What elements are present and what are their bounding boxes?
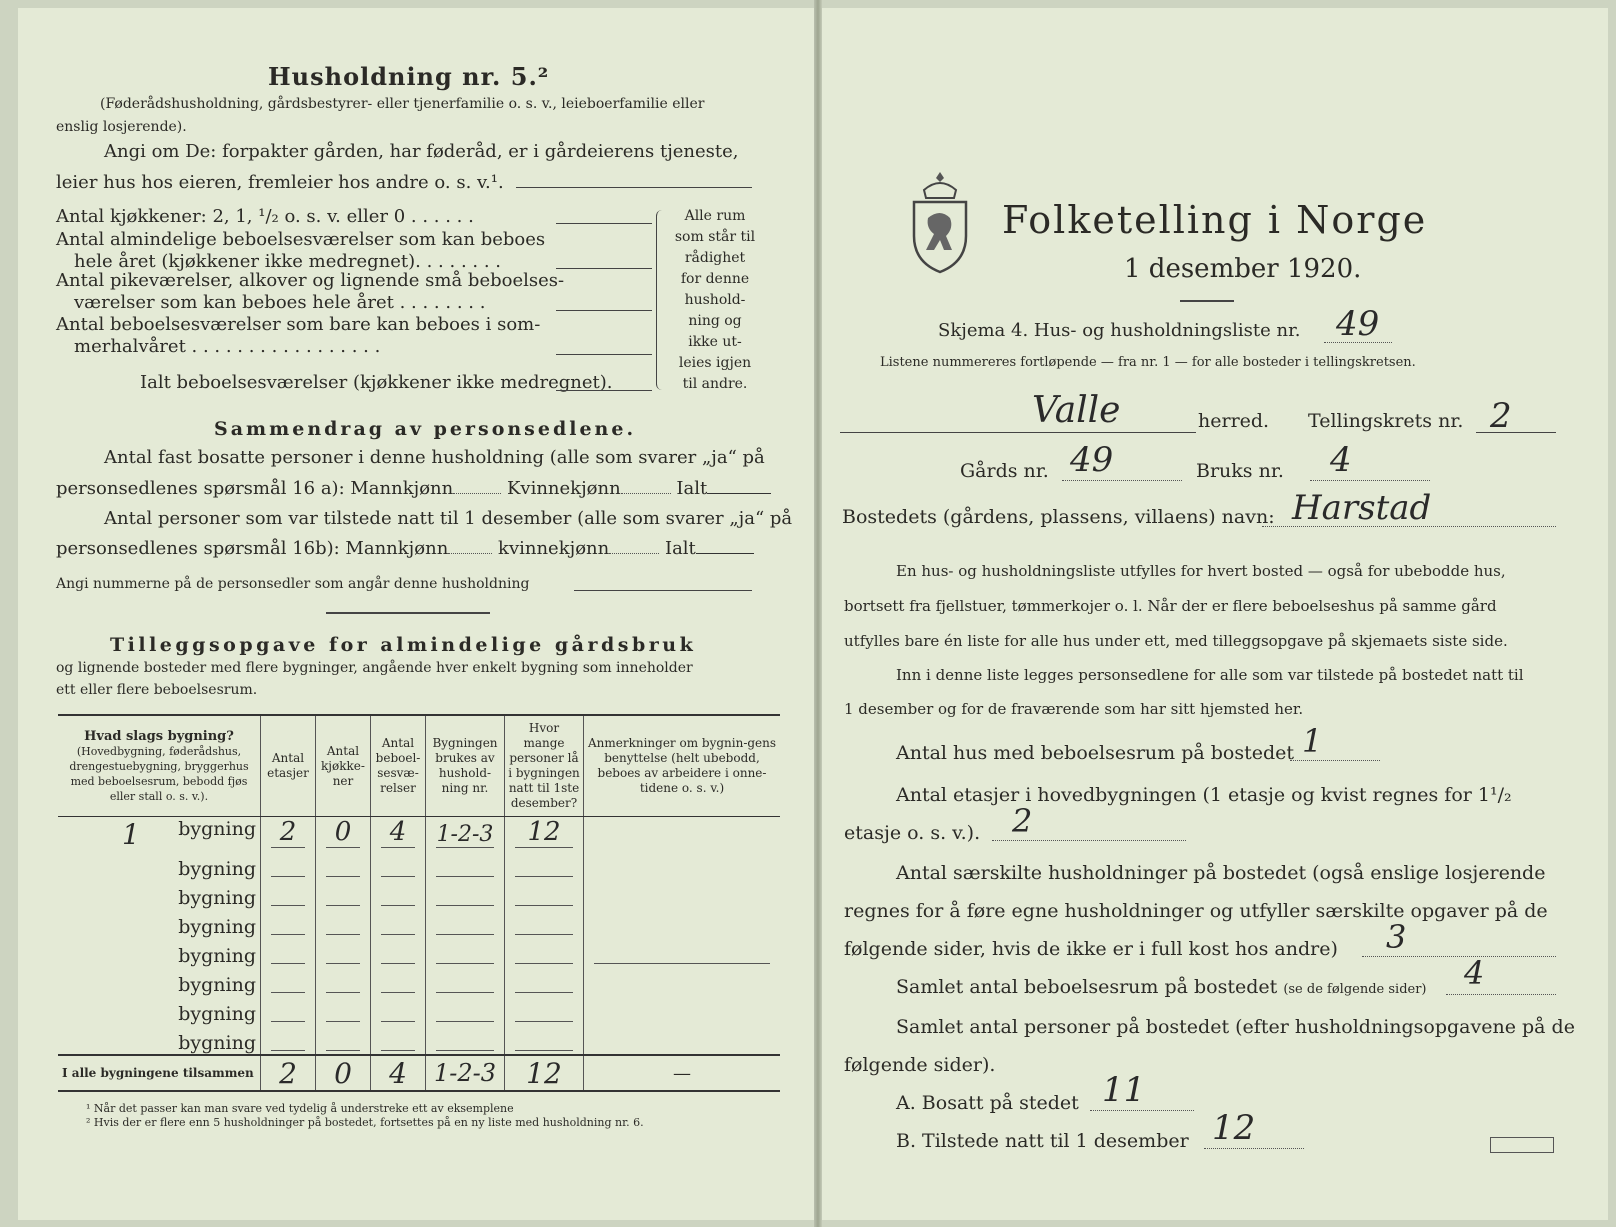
tellingskrets-label: Tellingskrets nr. [1308, 410, 1464, 432]
rooms-alm-line1: Antal almindelige beboelsesværelser som kan beboes [56, 229, 546, 250]
cell-anm [584, 851, 781, 880]
cell-underline [326, 963, 360, 964]
total-personer: 12 [505, 1055, 584, 1091]
rooms-alm-line2: hele året (kjøkkener ikke medregnet). . . . . . . . [74, 251, 501, 272]
bosatt-line [1090, 1110, 1194, 1111]
kvinnekjonn-label: kvinnekjønn [498, 538, 610, 559]
cell-underline [271, 847, 305, 848]
listene-note: Listene nummereres fortløpende — fra nr. 1 — for alle bosteder i tellingskretsen. [880, 355, 1416, 370]
cell-underline [381, 876, 415, 877]
tellingskrets-value: 2 [1490, 396, 1512, 436]
cell-underline [381, 905, 415, 906]
cell-etasjer [261, 909, 316, 938]
etasjer-line [992, 840, 1186, 841]
mannkjonn-label: personsedlenes spørsmål 16b): Mannkjønn [56, 538, 449, 559]
rooms-sommer-line1: Antal beboelsesværelser som bare kan beboes i som- [56, 314, 541, 335]
cell-vaerelser [371, 909, 426, 938]
cell-etasjer [261, 880, 316, 909]
angi-line1: Angi om De: forpakter gården, har føderåd, er i gårdeierens tjeneste, [104, 141, 739, 162]
cell-anm [584, 938, 781, 967]
cell-vaerelser [371, 880, 426, 909]
cell-underline [515, 963, 573, 964]
tilstede-line [1204, 1148, 1304, 1149]
instructions-line5: 1 desember og for de fraværende som har sitt hjemsted her. [844, 700, 1304, 718]
bygning-label: bygning [178, 945, 256, 967]
cell-vaerelser [371, 1025, 426, 1055]
side-note-line: Alle rum [684, 208, 746, 224]
value-husholdning: 1-2-3 [436, 822, 494, 847]
cell-underline [381, 1050, 415, 1051]
samlet-rum-line [1446, 994, 1556, 995]
cell-kjokkener [316, 817, 371, 852]
cell-anm [584, 1025, 781, 1055]
cell-underline [326, 992, 360, 993]
cell-etasjer [261, 851, 316, 880]
sammendrag-angi-line [574, 590, 752, 591]
rooms-kjokkener: Antal kjøkkener: 2, 1, ¹/₂ o. s. v. eller 0 . . . . . . [56, 206, 474, 227]
bostedets-line [1262, 526, 1556, 527]
cell-underline [271, 992, 305, 993]
col-header-type-title: Hvad slags bygning? [84, 728, 234, 744]
samlet-rum-label [896, 976, 1427, 998]
samlet-pers-label-line2: følgende sider). [844, 1054, 996, 1076]
instructions-line1: En hus- og husholdningsliste utfylles for hvert bosted — også for ubebodde hus, [896, 562, 1506, 580]
table-row [58, 938, 780, 967]
household-title: Husholdning nr. 5.² [268, 62, 550, 91]
col-header-personer: Hvor mange personer lå i bygningen natt til 1ste desember? [505, 715, 584, 817]
mannkjonn-field [453, 493, 501, 494]
cell-etasjer [261, 1025, 316, 1055]
skjema-label: Skjema 4. Hus- og husholdningsliste nr. [938, 320, 1301, 341]
skjema-nr-line [1324, 342, 1392, 343]
sars-line [1362, 956, 1556, 957]
bygning-cell [58, 880, 261, 909]
cell-underline [326, 876, 360, 877]
cell-underline [271, 905, 305, 906]
cell-kjokkener [316, 967, 371, 996]
rooms-answer-line-5 [556, 390, 652, 391]
herred-line [840, 432, 1196, 433]
table-row [58, 909, 780, 938]
cell-underline [515, 905, 573, 906]
rooms-answer-line-3 [556, 310, 652, 311]
cell-underline [271, 876, 305, 877]
cell-underline [381, 992, 415, 993]
side-note-line: hushold- [684, 292, 746, 308]
cell-kjokkener [316, 909, 371, 938]
etasjer-label-line2: etasje o. s. v.). [844, 822, 981, 844]
cell-anm [584, 909, 781, 938]
samlet-pers-label-line1: Samlet antal personer på bostedet (efter husholdningsopgavene på de [896, 1016, 1575, 1038]
sammendrag-p2-line1: Antal personer som var tilstede natt til 1 desember (alle som svarer „ja“ på [104, 508, 793, 529]
cell-underline [271, 963, 305, 964]
cell-underline [381, 934, 415, 935]
ialt-field [707, 493, 771, 494]
sammendrag-p1-line2 [56, 478, 771, 499]
sars-label-line3: følgende sider, hvis de ikke er i full kost hos andre) [844, 938, 1338, 960]
tillegg-title: Tilleggsopgave for almindelige gårdsbruk [110, 634, 697, 656]
cell-underline [436, 905, 494, 906]
coat-of-arms-icon [908, 168, 972, 276]
cell-anm [584, 967, 781, 996]
cell-husholdning [426, 909, 505, 938]
cell-underline [326, 1021, 360, 1022]
footnote-1: ¹ Når det passer kan man svare ved tydelig å understreke ett av eksemplene [86, 1102, 514, 1115]
cell-underline [436, 876, 494, 877]
cell-vaerelser [371, 851, 426, 880]
hus-label: Antal hus med beboelsesrum på bostedet [896, 742, 1295, 764]
herred-value: Valle [1032, 390, 1121, 431]
total-husholdning: 1-2-3 [426, 1055, 505, 1091]
angi-answer-line [516, 187, 752, 188]
cell-personer [505, 851, 584, 880]
page-fold [814, 0, 822, 1227]
cell-underline [326, 1050, 360, 1051]
side-note-line: ning og [688, 313, 742, 329]
rooms-brace [656, 210, 663, 390]
etasjer-label-line1: Antal etasjer i hovedbygningen (1 etasje og kvist regnes for 1¹/₂ [896, 784, 1512, 806]
section-divider [326, 612, 490, 614]
footnote-2: ² Hvis der er flere enn 5 husholdninger på bostedet, fortsettes på en ny liste med husholdning nr. 6. [86, 1116, 644, 1129]
herred-label: herred. [1198, 410, 1270, 432]
cell-husholdning [426, 851, 505, 880]
side-note-line: som står til [674, 229, 756, 245]
instructions-line2: bortsett fra fjellstuer, tømmerkojer o. l. Når der er flere beboelseshus på samme gård [844, 597, 1497, 615]
cell-underline [326, 847, 360, 848]
cell-personer [505, 909, 584, 938]
cell-underline [326, 905, 360, 906]
gards-line [1062, 480, 1182, 481]
cell-underline [381, 1021, 415, 1022]
kvinnekjonn-label: Kvinnekjønn [506, 478, 621, 499]
table-row [58, 967, 780, 996]
bygning-cell [58, 1025, 261, 1055]
bygning-cell [58, 996, 261, 1025]
sars-label-line2: regnes for å føre egne husholdninger og utfyller særskilte opgaver på de [844, 900, 1548, 922]
cell-personer [505, 880, 584, 909]
tilstede-value: 12 [1212, 1108, 1256, 1148]
samlet-rum-text: Samlet antal beboelsesrum på bostedet [896, 976, 1278, 998]
total-label: I alle bygningene tilsammen [58, 1055, 261, 1091]
table-row [58, 996, 780, 1025]
cell-underline [381, 847, 415, 848]
rooms-ialt: Ialt beboelsesværelser (kjøkkener ikke medregnet). [140, 372, 613, 393]
sammendrag-angi: Angi nummerne på de personsedler som angår denne husholdning [56, 576, 530, 592]
bygning-label: bygning [178, 858, 256, 880]
hus-line [1290, 760, 1380, 761]
side-note-line: ikke ut- [688, 334, 742, 350]
cell-underline [515, 1050, 573, 1051]
value-kjokkener: 0 [334, 817, 352, 847]
bruks-line [1310, 480, 1430, 481]
col-header-type [58, 715, 261, 817]
cell-husholdning [426, 1025, 505, 1055]
cell-husholdning [426, 967, 505, 996]
cell-husholdning [426, 996, 505, 1025]
cell-anm [584, 880, 781, 909]
bygning-nr: 1 [122, 818, 140, 851]
cell-etasjer [261, 967, 316, 996]
building-table [58, 714, 780, 1092]
col-header-anmerkninger: Anmerkninger om bygnin-gens benyttelse (helt ubebodd, beboes av arbeidere i onne-tidene o. s. v.) [584, 715, 781, 817]
cell-underline [515, 992, 573, 993]
gards-label: Gårds nr. [960, 460, 1049, 482]
bygning-cell [58, 909, 261, 938]
cell-underline [515, 847, 573, 848]
cell-underline [515, 934, 573, 935]
sars-value: 3 [1386, 918, 1407, 956]
table-row [58, 1025, 780, 1055]
table-row [58, 817, 780, 852]
cell-vaerelser [371, 938, 426, 967]
instructions-line3: utfylles bare én liste for alle hus under ett, med tilleggsopgave på skjemaets siste side. [844, 632, 1508, 650]
bostedets-value: Harstad [1292, 488, 1432, 528]
bygning-label: bygning [178, 1003, 256, 1025]
cell-kjokkener [316, 851, 371, 880]
cell-underline [436, 847, 494, 848]
cell-underline [436, 934, 494, 935]
total-etasjer: 2 [261, 1055, 316, 1091]
household-intro-line2: enslig losjerende). [56, 119, 187, 135]
cell-husholdning [426, 817, 505, 852]
mannkjonn-label: personsedlenes spørsmål 16 a): Mannkjønn [56, 478, 454, 499]
instructions-line4: Inn i denne liste legges personsedlene for alle som var tilstede på bostedet natt til [896, 666, 1524, 684]
table-row [58, 880, 780, 909]
side-note-line: for denne [680, 271, 750, 287]
total-vaerelser: 4 [371, 1055, 426, 1091]
cell-underline [594, 963, 770, 964]
skjema-nr-value: 49 [1336, 304, 1380, 344]
samlet-rum-value: 4 [1464, 954, 1485, 992]
cell-personer [505, 996, 584, 1025]
bosatt-label: A. Bosatt på stedet [896, 1092, 1079, 1114]
col-header-etasjer: Antal etasjer [261, 715, 316, 817]
cell-personer [505, 938, 584, 967]
bygning-label: bygning [178, 887, 256, 909]
rooms-answer-line-2 [556, 268, 652, 269]
cell-underline [436, 1021, 494, 1022]
cell-vaerelser [371, 967, 426, 996]
table-row [58, 851, 780, 880]
mannkjonn-field [448, 553, 492, 554]
cell-underline [271, 1021, 305, 1022]
household-intro-line1: (Føderådshusholdning, gårdsbestyrer- eller tjenerfamilie o. s. v., leieboerfamilie eller [100, 96, 705, 112]
ialt-field [696, 553, 754, 554]
cell-vaerelser [371, 817, 426, 852]
rooms-answer-line-4 [556, 354, 652, 355]
side-note-line: rådighet [684, 250, 746, 266]
bygning-label: bygning [178, 818, 256, 840]
tillegg-sub-line1: og lignende bosteder med flere bygninger, angående hver enkelt bygning som inneholder [56, 660, 693, 676]
ialt-label: Ialt [664, 538, 696, 559]
hus-value: 1 [1302, 722, 1323, 760]
rooms-pike-line2: værelser som kan beboes hele året . . . . . . . . [74, 292, 486, 313]
rooms-side-note [670, 206, 760, 395]
cell-personer [505, 1025, 584, 1055]
cell-personer [505, 817, 584, 852]
rooms-pike-line1: Antal pikeværelser, alkover og lignende små beboelses- [56, 270, 565, 291]
etasjer-value: 2 [1012, 802, 1033, 840]
total-anmerkninger: — [584, 1055, 781, 1091]
ialt-label: Ialt [676, 478, 708, 499]
side-note-line: til andre. [682, 376, 748, 392]
table-total-row [58, 1055, 780, 1091]
cell-kjokkener [316, 938, 371, 967]
cell-underline [271, 934, 305, 935]
cell-underline [271, 1050, 305, 1051]
cell-underline [515, 1021, 573, 1022]
col-header-vaerelser: Antal beboel-sesvæ-relser [371, 715, 426, 817]
form-title: Folketelling i Norge [1002, 198, 1428, 242]
cell-vaerelser [371, 996, 426, 1025]
sars-label-line1: Antal særskilte husholdninger på bostedet (også enslige losjerende [896, 862, 1546, 884]
cell-underline [326, 934, 360, 935]
bygning-cell [58, 938, 261, 967]
bygning-cell [58, 967, 261, 996]
cell-husholdning [426, 880, 505, 909]
cell-underline [436, 963, 494, 964]
value-vaerelser: 4 [389, 817, 407, 847]
bosatt-value: 11 [1102, 1070, 1146, 1110]
bygning-cell [58, 817, 261, 852]
bruks-label: Bruks nr. [1196, 460, 1284, 482]
bostedets-label: Bostedets (gårdens, plassens, villaens) navn: [842, 506, 1275, 528]
sammendrag-p2-line2 [56, 538, 754, 559]
side-note-line: leies igjen [678, 355, 752, 371]
bygning-label: bygning [178, 1032, 256, 1054]
sammendrag-p1-line1: Antal fast bosatte personer i denne husholdning (alle som svarer „ja“ på [104, 447, 765, 468]
tilstede-label: B. Tilstede natt til 1 desember [896, 1130, 1189, 1152]
kvinnekjonn-field [621, 493, 671, 494]
gards-value: 49 [1070, 440, 1114, 480]
samlet-rum-small: (se de følgende sider) [1283, 982, 1427, 997]
cell-kjokkener [316, 880, 371, 909]
cell-husholdning [426, 938, 505, 967]
col-header-husholdning: Bygningen brukes av hushold-ning nr. [426, 715, 505, 817]
cell-personer [505, 967, 584, 996]
cell-anm [584, 996, 781, 1025]
cell-underline [436, 992, 494, 993]
kvinnekjonn-field [609, 553, 659, 554]
value-personer: 12 [527, 817, 561, 847]
title-divider [1180, 300, 1234, 302]
cell-underline [436, 1050, 494, 1051]
sammendrag-title: Sammendrag av personsedlene. [214, 418, 637, 440]
cell-anm [584, 817, 781, 852]
rooms-sommer-line2: merhalvåret . . . . . . . . . . . . . . . . . [74, 336, 381, 357]
cell-etasjer [261, 938, 316, 967]
cell-underline [515, 876, 573, 877]
col-header-kjokkener: Antal kjøkke-ner [316, 715, 371, 817]
cell-underline [381, 963, 415, 964]
col-header-type-sub: (Hovedbygning, føderådshus, drengestuebygning, bryggerhus med beboelsesrum, bebodd fjøs eller stall o. s. v.). [69, 744, 249, 803]
rooms-answer-line-1 [556, 223, 652, 224]
bruks-value: 4 [1330, 440, 1352, 480]
tillegg-sub-line2: ett eller flere beboelsesrum. [56, 682, 258, 698]
value-etasjer: 2 [279, 817, 297, 847]
bygning-label: bygning [178, 974, 256, 996]
bygning-label: bygning [178, 916, 256, 938]
cell-etasjer [261, 817, 316, 852]
angi-line2: leier hus hos eieren, fremleier hos andre o. s. v.¹. [56, 172, 504, 193]
tellingskrets-line [1476, 432, 1556, 433]
cell-kjokkener [316, 996, 371, 1025]
form-date: 1 desember 1920. [1124, 254, 1362, 284]
cell-kjokkener [316, 1025, 371, 1055]
total-kjokkener: 0 [316, 1055, 371, 1091]
printer-stamp [1490, 1137, 1554, 1153]
cell-etasjer [261, 996, 316, 1025]
bygning-cell [58, 851, 261, 880]
